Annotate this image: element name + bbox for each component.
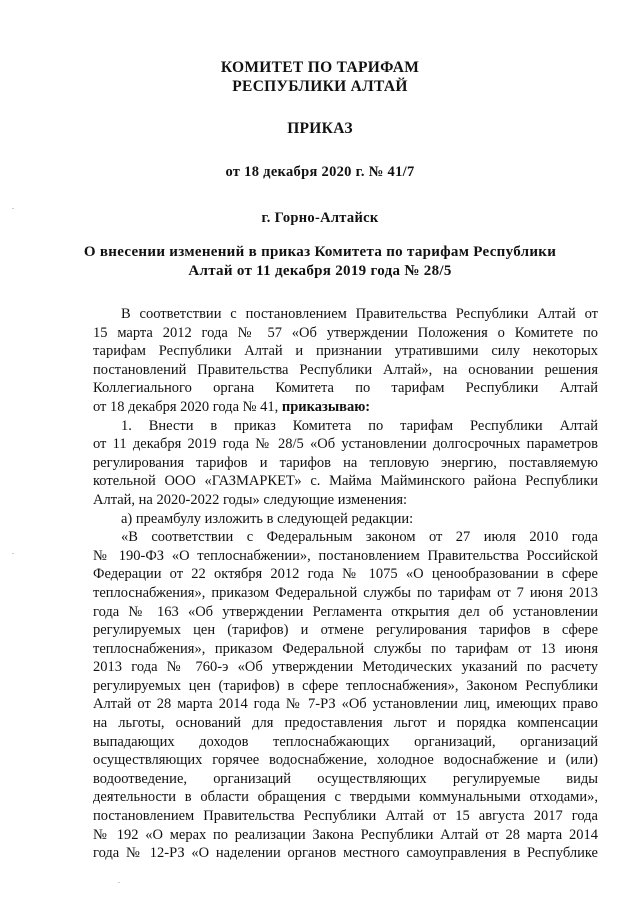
committee-name-line-1: КОМИТЕТ ПО ТАРИФАМ: [220, 59, 420, 76]
body-line: 1. Внести в приказ Комитета по тарифам Республики Алтай: [121, 417, 598, 434]
body-line: 15 марта 2012 года № 57 «Об утверждении Положения о Комитете по: [93, 324, 598, 341]
body-line: теплоснабжения», приказом Федеральной службы по тарифам от 7 июня 2013: [93, 584, 598, 601]
document-date-number: от 18 декабря 2020 г. № 41/7: [225, 164, 415, 180]
document-subject: [0, 243, 640, 281]
body-line: Алтай от 28 марта 2014 года № 7-РЗ «Об установлении лиц, имеющих право: [93, 696, 598, 713]
body-line: водоотведение, организаций осуществляющих регулируемые виды: [93, 770, 598, 787]
scan-speck: [118, 882, 120, 883]
body-line: регулируемых цен (тарифов) в сфере теплоснабжения», Законом Республики: [93, 677, 598, 694]
body-line: тарифам Республики Алтай и признании утратившими силу некоторых: [93, 343, 598, 360]
body-line: В соответствии с постановлением Правительства Республики Алтай от: [121, 306, 598, 322]
body-line: а) преамбулу изложить в следующей редакции:: [121, 510, 414, 527]
body-line: «В соответствии с Федеральным законом от 27 июля 2010 года: [121, 529, 598, 546]
body-line-text: от 18 декабря 2020 года № 41,: [93, 398, 279, 415]
body-line: выпадающих доходов теплоснабжающих организаций, организаций: [93, 733, 598, 750]
body-line: деятельности в области обращения с твердыми коммунальными отходами»,: [93, 789, 598, 806]
body-line: № 190-ФЗ «О теплоснабжении», постановлением Правительства Российской: [93, 547, 598, 564]
body-line: года № 12-РЗ «О наделении органов местного самоуправления в Республике: [93, 845, 598, 862]
body-line: от 11 декабря 2019 года № 28/5 «Об установлении долгосрочных параметров: [93, 436, 598, 453]
scan-speck: [12, 553, 14, 554]
subject-line-2: Алтай от 11 декабря 2019 года № 28/5: [188, 263, 452, 279]
body-line: года № 163 «Об утверждении Регламента открытия дел об установлении: [93, 603, 598, 620]
committee-name-line-2: РЕСПУБЛИКИ АЛТАЙ: [232, 78, 408, 95]
body-line: Федерации от 22 октября 2012 года № 1075 «О ценообразовании в сфере: [93, 566, 598, 583]
scan-speck: [12, 208, 14, 209]
subject-line-1: О внесении изменений в приказ Комитета по тарифам Республики: [83, 244, 557, 260]
document-type: ПРИКАЗ: [287, 120, 353, 137]
body-line: постановлений Правительства Республики Алтай», на основании решения: [93, 361, 598, 378]
body-line: осуществляющих горячее водоснабжение, холодное водоснабжение и (или): [93, 752, 598, 769]
order-word: приказываю:: [281, 398, 371, 415]
body-line: № 192 «О мерах по реализации Закона Республики Алтай от 28 марта 2014: [93, 826, 598, 843]
body-line: на льготы, оснований для предоставления льгот и порядка компенсации: [93, 715, 598, 732]
body-line: постановлением Правительства Республики Алтай от 15 августа 2017 года: [93, 808, 598, 825]
body-line: Алтай, на 2020-2022 годы» следующие изменения:: [93, 491, 408, 508]
document-city: г. Горно-Алтайск: [261, 210, 379, 226]
document-body: [93, 305, 598, 863]
body-line: Коллегиального органа Комитета по тарифам Республики Алтай: [93, 380, 598, 397]
body-line: 2013 года № 760-э «Об утверждении Методических указаний по расчету: [93, 659, 598, 676]
body-line: регулируемых цен (тарифов) и отмене регулирования тарифов в сфере: [93, 622, 598, 639]
body-line: регулирования тарифов и тарифов на тепловую энергию, поставляемую: [93, 454, 598, 471]
body-line-with-bold: [93, 398, 598, 417]
body-line: котельной ООО «ГАЗМАРКЕТ» с. Майма Майминского района Республики: [93, 473, 598, 490]
committee-name: [0, 58, 640, 96]
body-line: теплоснабжения», приказом Федеральной службы по тарифам от 13 июня: [93, 640, 598, 657]
